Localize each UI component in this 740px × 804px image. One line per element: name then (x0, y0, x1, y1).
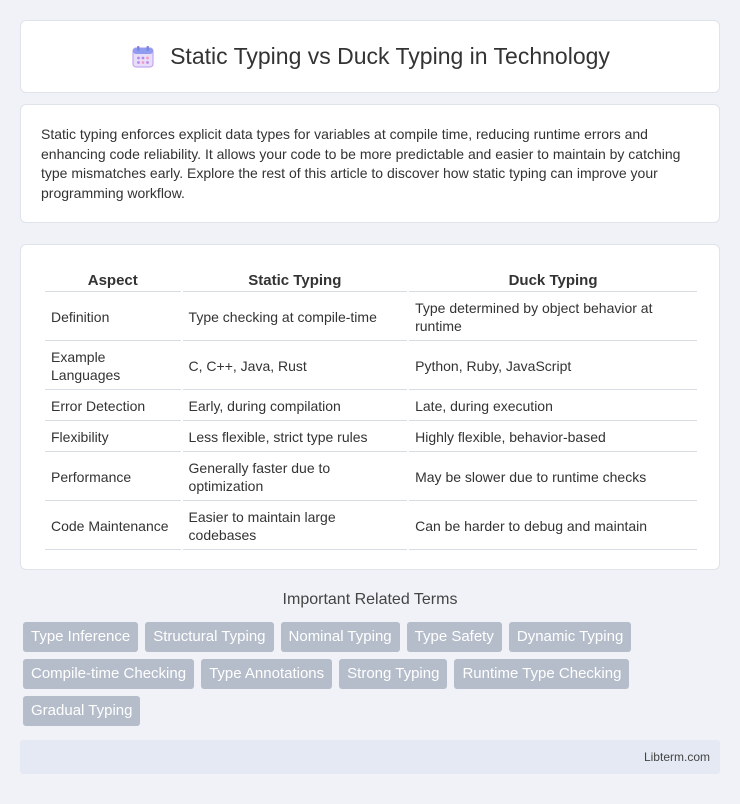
tag-dynamic-typing[interactable]: Dynamic Typing (509, 622, 631, 652)
table-cell: Error Detection (45, 392, 181, 421)
tag-type-inference[interactable]: Type Inference (23, 622, 138, 652)
tag-nominal-typing[interactable]: Nominal Typing (281, 622, 400, 652)
table-cell: Performance (45, 454, 181, 501)
table-cell: Less flexible, strict type rules (183, 423, 408, 452)
table-cell: Late, during execution (409, 392, 697, 421)
intro-card (20, 104, 720, 223)
page-title: Static Typing vs Duck Typing in Technology (170, 43, 610, 69)
table-row (45, 294, 697, 341)
table-cell: Highly flexible, behavior-based (409, 423, 697, 452)
tag-compile-time-checking[interactable]: Compile-time Checking (23, 659, 194, 689)
tag-structural-typing[interactable]: Structural Typing (145, 622, 273, 652)
table-cell: Code Maintenance (45, 503, 181, 550)
table-cell: Early, during compilation (183, 392, 408, 421)
related-terms-title: Important Related Terms (282, 591, 458, 608)
header-aspect: Aspect (45, 267, 181, 292)
table-row (45, 423, 697, 452)
header-static-typing: Static Typing (183, 267, 408, 292)
comparison-table-card (20, 244, 720, 570)
table-cell: Generally faster due to optimization (183, 454, 408, 501)
table-row (45, 343, 697, 390)
tag-strong-typing[interactable]: Strong Typing (339, 659, 447, 689)
table-cell: Type determined by object behavior at runtime (409, 294, 697, 341)
tag-type-safety[interactable]: Type Safety (407, 622, 502, 652)
table-row (45, 392, 697, 421)
table-header-row (45, 267, 697, 292)
comparison-table (43, 265, 699, 552)
footer (20, 740, 720, 774)
table-cell: Can be harder to debug and maintain (409, 503, 697, 550)
table-cell: Flexibility (45, 423, 181, 452)
table-row (45, 454, 697, 501)
table-cell: Easier to maintain large codebases (183, 503, 408, 550)
table-cell: Python, Ruby, JavaScript (409, 343, 697, 390)
tag-gradual-typing[interactable]: Gradual Typing (23, 696, 140, 726)
table-cell: C, C++, Java, Rust (183, 343, 408, 390)
tag-type-annotations[interactable]: Type Annotations (201, 659, 332, 689)
table-cell: Type checking at compile-time (183, 294, 408, 341)
footer-site-link[interactable]: Libterm.com (643, 750, 710, 764)
header-duck-typing: Duck Typing (409, 267, 697, 292)
tag-runtime-type-checking[interactable]: Runtime Type Checking (454, 659, 629, 689)
related-terms-list (23, 622, 703, 726)
table-row (45, 503, 697, 550)
table-cell: Example Languages (45, 343, 181, 390)
table-cell: May be slower due to runtime checks (409, 454, 697, 501)
intro-text: Static typing enforces explicit data types for variables at compile time, reducing runtime errors and enhancing code reliability. It allows your code to be more predictable and easier to maintain by catching type mismatches early. Explore the rest of this article to discover how static typing can improve your programming workflow. (41, 126, 681, 201)
table-cell: Definition (45, 294, 181, 341)
calendar-icon (130, 45, 156, 69)
title-card (20, 20, 720, 93)
